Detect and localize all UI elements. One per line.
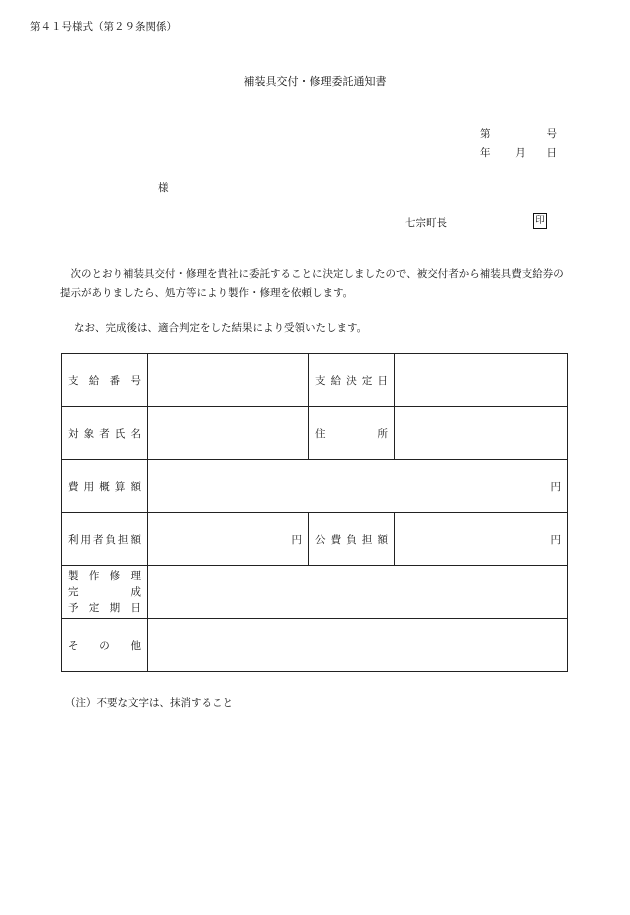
- scheduled-date-cell[interactable]: [148, 566, 568, 619]
- details-table: [61, 353, 568, 672]
- label-estimated-cost: 費用概算額: [62, 460, 148, 513]
- label-address: 住所: [309, 407, 395, 460]
- number-suffix: 号: [546, 128, 557, 140]
- label-scheduled-date: [62, 566, 148, 619]
- address-cell[interactable]: [395, 407, 568, 460]
- table-row: [62, 513, 568, 566]
- mayor-title: 七宗町長: [405, 217, 447, 229]
- addressee-suffix: 様: [158, 182, 169, 194]
- body-paragraph: 次のとおり補装具交付・修理を貴社に委託することに決定しましたので、被交付者から補装具費支給券の提示がありましたら、処方等により製作・修理を依頼します。: [60, 268, 564, 299]
- label-line-3: 予定期日: [68, 602, 141, 614]
- public-burden-cell[interactable]: 円: [395, 513, 568, 566]
- table-row: [62, 354, 568, 407]
- seal-stamp: 印: [533, 213, 547, 229]
- table-row: [62, 566, 568, 619]
- number-prefix: 第: [480, 128, 491, 140]
- date-day: 日: [546, 147, 557, 159]
- date-line: [480, 145, 557, 160]
- table-row: [62, 460, 568, 513]
- payment-number-cell[interactable]: [148, 354, 309, 407]
- label-line-2: 完成: [68, 586, 141, 598]
- form-label: 第４１号様式（第２９条関係）: [30, 21, 177, 33]
- table-row: [62, 619, 568, 672]
- document-number-line: [480, 126, 557, 141]
- date-year: 年: [480, 147, 491, 159]
- user-burden-cell[interactable]: 円: [148, 513, 309, 566]
- subject-name-cell[interactable]: [148, 407, 309, 460]
- decision-date-cell[interactable]: [395, 354, 568, 407]
- label-user-burden: 利用者負担額: [62, 513, 148, 566]
- label-other: その他: [62, 619, 148, 672]
- document-title: 補装具交付・修理委託通知書: [243, 75, 387, 88]
- footnote: （注）不要な文字は、抹消すること: [65, 697, 233, 709]
- label-payment-number: 支給番号: [62, 354, 148, 407]
- label-subject-name: 対象者氏名: [62, 407, 148, 460]
- label-decision-date: 支給決定日: [309, 354, 395, 407]
- other-cell[interactable]: [148, 619, 568, 672]
- table-row: [62, 407, 568, 460]
- label-line-1: 製作修理: [68, 570, 141, 582]
- date-month: 月: [515, 147, 526, 159]
- label-public-burden: 公費負担額: [309, 513, 395, 566]
- estimated-cost-cell[interactable]: 円: [148, 460, 568, 513]
- completion-note: なお、完成後は、適合判定をした結果により受領いたします。: [74, 322, 368, 334]
